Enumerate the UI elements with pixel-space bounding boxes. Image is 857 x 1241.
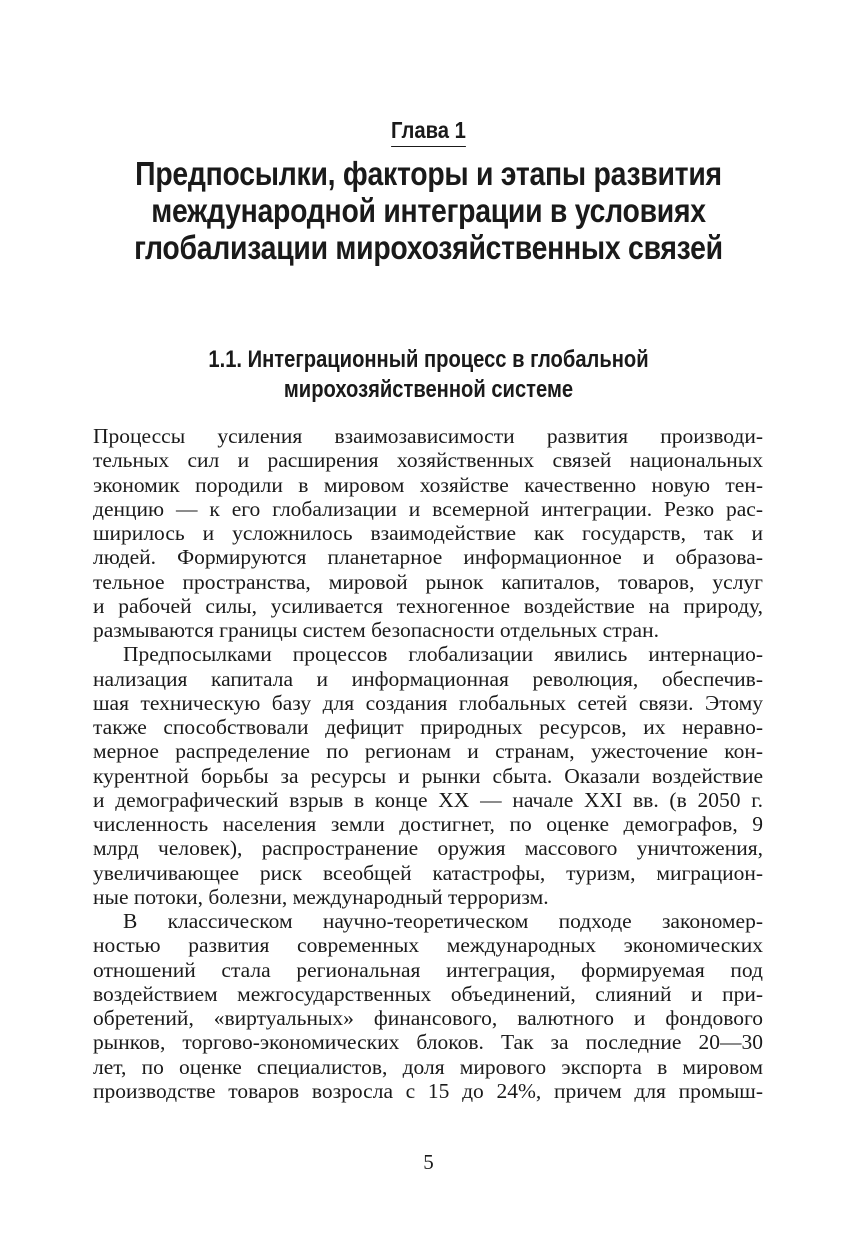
text-line: также способствовали дефицит природных ресурсов, их неравно- [93,715,763,739]
text-line: Предпосылками процессов глобализации явились интернацио- [123,642,763,667]
text-line: экономик породили в мировом хозяйстве качественно новую тен- [93,472,763,497]
text-line: лет, по оценке специалистов, доля мирового экспорта в мировом [93,1054,763,1079]
chapter-title-line: международной интеграции в условиях [151,192,706,229]
text-line: курентной борьбы за ресурсы и рынки сбыта. Оказали воздействие [93,763,763,788]
text-line: млрд человек), распространение оружия массового уничтожения, [93,836,763,861]
text-line: размываются границы систем безопасности отдельных стран. [93,618,659,642]
text-line: тельных сил и расширения хозяйственных связей национальных [93,448,763,473]
section-title [60,345,797,405]
text-line: тельное пространства, мировой рынок капиталов, товаров, услуг [93,569,763,594]
chapter-label [51,115,805,147]
text-line: обретений, «виртуальных» финансового, валютного и фондового [93,1006,763,1030]
text-line: нализация капитала и информационная революция, обеспечив- [93,666,763,691]
text-line: рынков, торгово-экономических блоков. Так за последние 20—30 [93,1030,763,1055]
text-line: В классическом научно-теоретическом подходе закономер- [123,909,763,933]
body-text [93,424,763,1103]
text-line: мерное распределение по регионам и странам, ужесточение кон- [93,739,763,764]
text-line: шая техническую базу для создания глобальных сетей связи. Этому [93,690,763,715]
text-line: ностью развития современных международных экономических [93,933,763,958]
text-line: денцию — к его глобализации и всемерной интеграции. Резко рас- [93,496,763,521]
chapter-title-line: Предпосылки, факторы и этапы развития [135,155,722,192]
paragraph-1 [93,424,763,642]
text-line: и рабочей силы, усиливается техногенное воздействие на природу, [93,593,763,618]
chapter-title-line: глобализации мирохозяйственных связей [134,229,723,266]
text-line: ные потоки, болезни, международный терроризм. [93,884,549,909]
text-line: Процессы усиления взаимозависимости развития производи- [93,424,763,448]
text-line: и демографический взрыв в конце XX — начале XXI вв. (в 2050 г. [93,787,763,812]
text-line: воздействием межгосударственных объединений, слияний и при- [93,981,763,1006]
text-line: отношений стала региональная интеграция, формируемая под [93,957,763,982]
chapter-title [40,155,817,266]
text-line: ширилось и усложнилось взаимодействие как государств, так и [93,521,763,545]
chapter-label-text: Глава 1 [391,115,466,147]
section-title-line: мирохозяйственной системе [283,376,574,403]
section-title-line: 1.1. Интеграционный процесс в глобальной [208,346,649,373]
paragraph-3 [93,909,763,1103]
text-line: производстве товаров возросла с 15 до 24%, причем для промыш- [93,1078,763,1103]
text-line: увеличивающее риск всеобщей катастрофы, туризм, миграцион- [93,860,763,885]
text-line: численность населения земли достигнет, по оценке демографов, 9 [93,812,763,836]
page-number: 5 [423,1150,434,1174]
paragraph-2 [93,642,763,909]
text-line: людей. Формируются планетарное информационное и образова- [93,545,763,570]
